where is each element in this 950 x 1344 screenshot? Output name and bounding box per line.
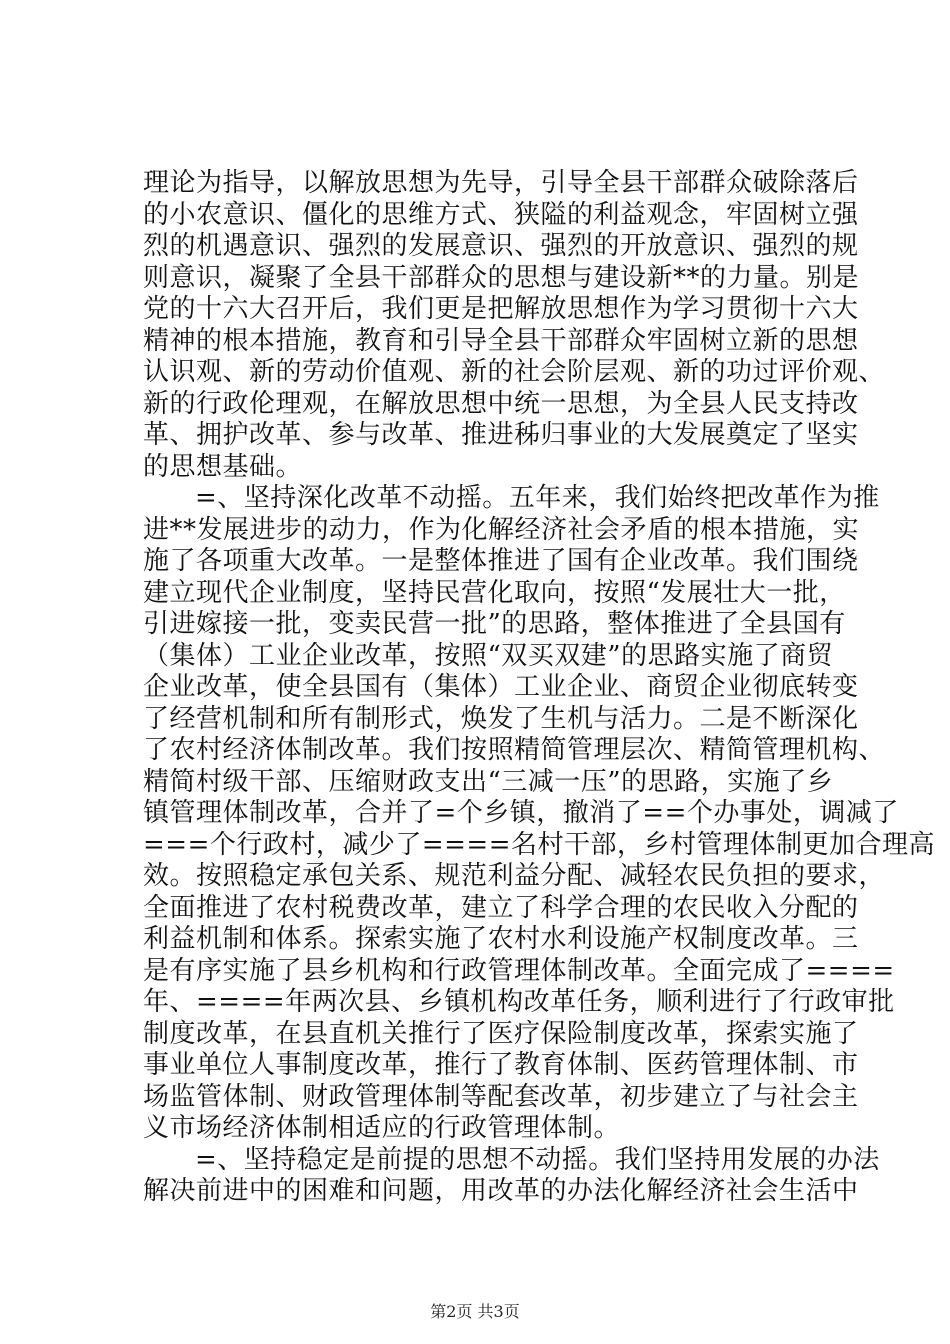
text-line: 革、拥护改革、参与改革、推进秭归事业的大发展奠定了坚实: [143, 420, 859, 450]
text-line: 烈的机遇意识、强烈的发展意识、强烈的开放意识、强烈的规: [143, 231, 859, 261]
text-line: 认识观、新的劳动价值观、新的社会阶层观、新的功过评价观、: [143, 357, 886, 387]
text-line: 引进嫁接一批，变卖民营一批”的思路，整体推进了全县国有: [143, 609, 846, 639]
text-line: 建立现代企业制度，坚持民营化取向，按照“发展壮大一批，: [143, 577, 846, 608]
text-line: 镇管理体制改革，合并了=个乡镇，撤消了==个办事处，调减了: [143, 798, 899, 828]
text-line: 理论为指导，以解放思想为先导，引导全县干部群众破除落后: [143, 168, 859, 198]
text-line: 义市场经济体制相适应的行政管理体制。: [143, 1113, 621, 1143]
document-body: [143, 168, 935, 1208]
text-line: 了经营机制和所有制形式，焕发了生机与活力。二是不断深化: [143, 703, 859, 734]
text-line: 效。按照稳定承包关系、规范利益分配、减轻农民负担的要求，: [143, 861, 886, 891]
text-line: 则意识，凝聚了全县干部群众的思想与建设新**的力量。别是: [143, 262, 860, 293]
paragraph: [143, 168, 886, 483]
text-line: =、坚持稳定是前提的思想不动摇。我们坚持用发展的办法: [195, 1144, 880, 1175]
text-line: 企业改革，使全县国有（集体）工业企业、商贸企业彻底转变: [143, 672, 859, 702]
text-line: =、坚持深化改革不动摇。五年来，我们始终把改革作为推: [195, 483, 880, 513]
text-line: 精神的根本措施，教育和引导全县干部群众牢固树立新的思想: [143, 325, 859, 356]
text-line: 党的十六大召开后，我们更是把解放思想作为学习贯彻十六大: [143, 294, 859, 324]
text-line: （集体）工业企业改革，按照“双买双建”的思路实施了商贸: [143, 640, 834, 671]
text-line: ===个行政村，减少了====名村干部，乡村管理体制更加合理高: [143, 829, 935, 860]
text-line: 的小农意识、僵化的思维方式、狭隘的利益观念，牢固树立强: [143, 199, 859, 230]
text-line: 新的行政伦理观，在解放思想中统一思想，为全县人民支持改: [143, 388, 859, 419]
text-line: 是有序实施了县乡机构和行政管理体制改革。全面完成了====: [143, 955, 895, 986]
paragraph: [143, 1144, 880, 1208]
text-line: 进**发展进步的动力，作为化解经济社会矛盾的根本措施，实: [143, 514, 860, 545]
text-line: 制度改革，在县直机关推行了医疗保险制度改革，探索实施了: [143, 1018, 859, 1049]
text-line: 了农村经济体制改革。我们按照精简管理层次、精简管理机构、: [143, 735, 886, 765]
text-line: 全面推进了农村税费改革，建立了科学合理的农民收入分配的: [143, 892, 859, 923]
page-number: 第2页 共3页: [430, 1302, 520, 1321]
text-line: 年、====年两次县、乡镇机构改革任务，顺利进行了行政审批: [143, 987, 895, 1017]
text-line: 施了各项重大改革。一是整体推进了国有企业改革。我们围绕: [143, 546, 859, 576]
text-line: 的思想基础。: [143, 451, 303, 482]
paragraph: [143, 483, 935, 1145]
text-line: 利益机制和体系。探索实施了农村水利设施产权制度改革。三: [143, 924, 859, 954]
text-line: 解决前进中的困难和问题，用改革的办法化解经济社会生活中: [143, 1176, 859, 1206]
text-line: 精简村级干部、压缩财政支出“三减一压”的思路，实施了乡: [143, 766, 834, 797]
text-line: 场监管体制、财政管理体制等配套改革，初步建立了与社会主: [143, 1081, 859, 1112]
text-line: 事业单位人事制度改革，推行了教育体制、医药管理体制、市: [143, 1050, 859, 1080]
